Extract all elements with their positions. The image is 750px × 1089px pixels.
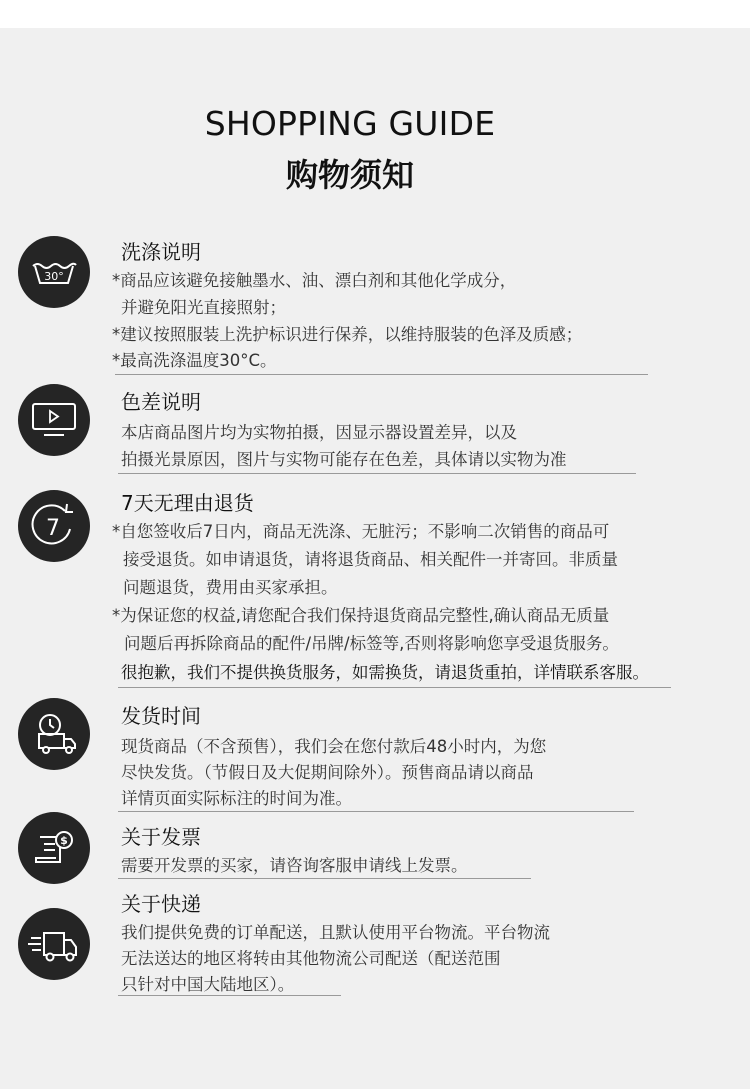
invoice-divider bbox=[118, 878, 531, 879]
delivery-line: 我们提供免费的订单配送，且默认使用平台物流。平台物流 bbox=[121, 923, 550, 942]
returns-title: 7天无理由退货 bbox=[121, 491, 254, 515]
delivery-divider bbox=[118, 995, 341, 996]
page-title-en: SHOPPING GUIDE bbox=[204, 104, 496, 143]
color-title: 色差说明 bbox=[121, 390, 201, 414]
returns-notice: 很抱歉，我们不提供换货服务，如需换货，请退货重拍，详情联系客服。 bbox=[121, 663, 649, 682]
delivery-time-truck-icon bbox=[18, 698, 90, 770]
shipping-title: 发货时间 bbox=[121, 704, 201, 728]
color-line: 本店商品图片均为实物拍摄，因显示器设置差异，以及 bbox=[121, 423, 517, 442]
washing-title: 洗涤说明 bbox=[121, 240, 201, 264]
shipping-line: 现货商品（不含预售），我们会在您付款后48小时内，为您 bbox=[121, 737, 547, 756]
top-strip bbox=[0, 0, 750, 28]
returns-line: 问题退货，费用由买家承担。 bbox=[123, 578, 338, 597]
shipping-line: 详情页面实际标注的时间为准。 bbox=[121, 789, 352, 808]
shipping-line: 尽快发货。（节假日及大促期间除外）。预售商品请以商品 bbox=[121, 763, 534, 782]
washing-line: *最高洗涤温度30°C。 bbox=[112, 351, 277, 370]
returns-divider bbox=[118, 687, 671, 688]
invoice-receipt-icon bbox=[18, 812, 90, 884]
wash-basin-icon bbox=[18, 236, 90, 308]
color-line: 拍摄光景原因，图片与实物可能存在色差，具体请以实物为准 bbox=[121, 450, 567, 469]
page-title-zh: 购物须知 bbox=[285, 156, 414, 194]
seven-day-return-icon bbox=[18, 490, 90, 562]
delivery-line: 无法送达的地区将转由其他物流公司配送（配送范围 bbox=[121, 949, 501, 968]
svg-text:$: $ bbox=[60, 834, 68, 847]
wash-temp-label: 30° bbox=[44, 270, 64, 283]
washing-line: *建议按照服装上洗护标识进行保养，以维持服装的色泽及质感； bbox=[112, 325, 583, 344]
invoice-title: 关于发票 bbox=[121, 825, 201, 849]
delivery-line: 只针对中国大陆地区）。 bbox=[121, 975, 295, 994]
washing-line: 并避免阳光直接照射； bbox=[121, 298, 286, 317]
washing-divider bbox=[115, 374, 648, 375]
monitor-icon bbox=[18, 384, 90, 456]
shipping-divider bbox=[118, 811, 634, 812]
express-truck-icon bbox=[18, 908, 90, 980]
returns-line: *自您签收后7日内，商品无洗涤、无脏污；不影响二次销售的商品可 bbox=[112, 522, 610, 541]
invoice-line: 需要开发票的买家，请咨询客服申请线上发票。 bbox=[121, 856, 468, 875]
returns-line: 问题后再拆除商品的配件/吊牌/标签等,否则将影响您享受退货服务。 bbox=[124, 634, 619, 653]
returns-line: 接受退货。如申请退货，请将退货商品、相关配件一并寄回。非质量 bbox=[123, 550, 618, 569]
returns-line: *为保证您的权益,请您配合我们保持退货商品完整性,确认商品无质量 bbox=[112, 606, 610, 625]
washing-line: *商品应该避免接触墨水、油、漂白剂和其他化学成分， bbox=[112, 271, 517, 290]
return-days-label: 7 bbox=[46, 516, 60, 541]
color-divider bbox=[118, 473, 636, 474]
delivery-title: 关于快递 bbox=[121, 892, 201, 916]
